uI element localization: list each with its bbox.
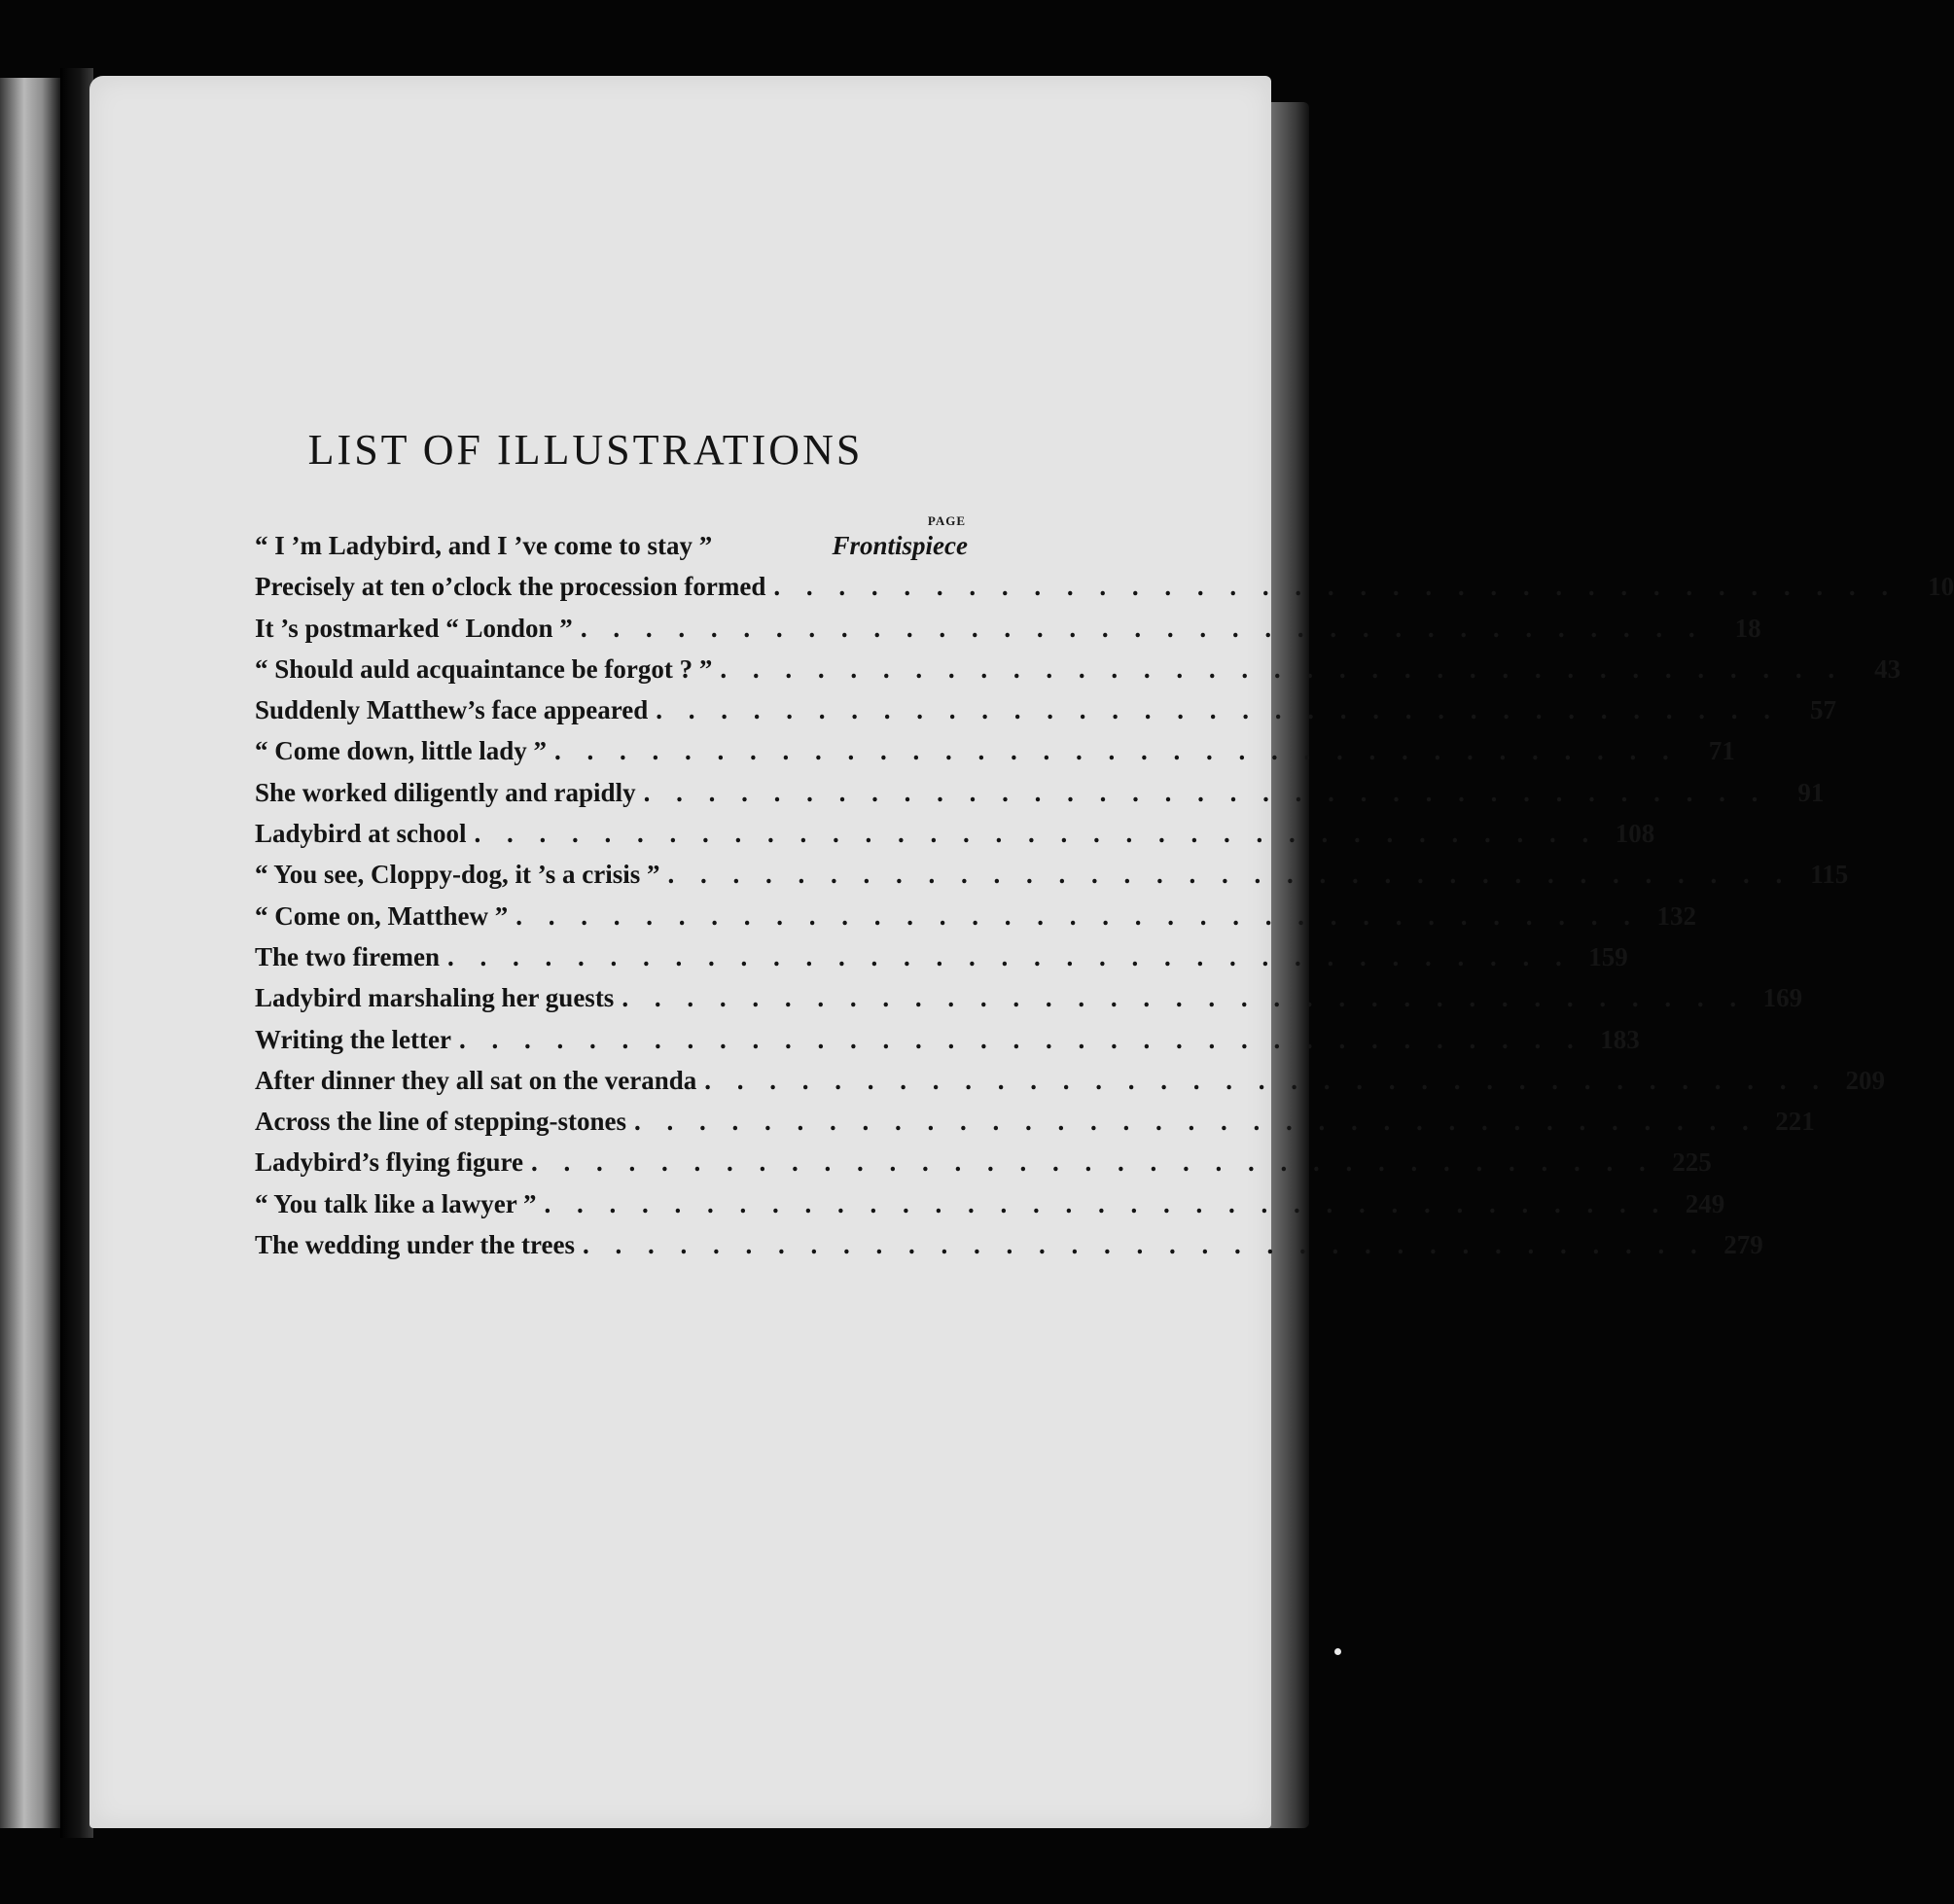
entry-caption: Across the line of stepping-stones <box>255 1107 627 1137</box>
entry-caption: “ I ’m Ladybird, and I ’ve come to stay ” <box>255 531 713 560</box>
dot-leader: . . . . . . . . . . . . . . . . . . . . . . . . . . . . . . . . . . . <box>446 941 1572 971</box>
dot-leader: . . . . . . . . . . . . . . . . . . . . . . . . . . . . . . . . . . . <box>583 1230 1707 1260</box>
dot-leader: . . . . . . . . . . . . . . . . . . . . . . . . . . . . . . . . . . . <box>622 983 1747 1013</box>
dot-leader: . . . . . . . . . . . . . . . . . . . . . . . . . . . . . . . . . . . <box>580 613 1705 643</box>
entry-page: 183 <box>1600 1024 1640 1054</box>
paper-speck <box>1334 1648 1341 1655</box>
list-item <box>255 736 1735 777</box>
list-item <box>255 941 1628 983</box>
dot-leader: . . . . . . . . . . . . . . . . . . . . . . . . . . . . . . . . . . . <box>720 653 1845 684</box>
list-item <box>255 1147 1712 1188</box>
dot-leader: . . . . . . . . . . . . . . . . . . . . . . . . . . . . . . . . . . . <box>531 1147 1655 1178</box>
entry-page: 249 <box>1685 1188 1725 1218</box>
entry-caption: “ You talk like a lawyer ” <box>255 1188 537 1218</box>
entry-page: 10 <box>1928 572 1954 602</box>
entry-page: Frontispiece <box>832 531 968 560</box>
list-item <box>255 1024 1640 1066</box>
list-item <box>255 1188 1725 1230</box>
entry-page: 91 <box>1797 777 1825 807</box>
list-item <box>255 613 1761 654</box>
entry-page: 18 <box>1734 613 1761 643</box>
entry-caption: Ladybird marshaling her guests <box>255 983 615 1013</box>
entry-page: 132 <box>1656 900 1696 931</box>
list-item <box>255 572 1954 613</box>
illustrations-list <box>255 531 1954 1271</box>
entry-caption: It ’s postmarked “ London ” <box>255 613 573 643</box>
dot-leader: . . . . . . . . . . . . . . . . . . . . . . . . . . . . . . . . . . . <box>458 1024 1583 1054</box>
entry-caption: “ Come on, Matthew ” <box>255 900 509 931</box>
entry-page: 221 <box>1775 1107 1815 1137</box>
list-item <box>255 900 1696 942</box>
list-item <box>255 860 1849 900</box>
entry-caption: Suddenly Matthew’s face appeared <box>255 695 649 725</box>
entry-caption: Ladybird’s flying figure <box>255 1147 524 1178</box>
dot-leader: . . . . . . . . . . . . . . . . . . . . . . . . . . . . . . . . . . . <box>704 1065 1829 1095</box>
entry-page: 169 <box>1762 983 1803 1013</box>
list-item <box>255 653 1901 695</box>
entry-page: 108 <box>1615 819 1655 849</box>
entry-page: 159 <box>1588 941 1628 971</box>
book-spine <box>60 68 93 1838</box>
dot-leader: . . . . . . . . . . . . . . . . . . . . . . . . . . . . . . . . . . . <box>634 1107 1759 1137</box>
entry-caption: She worked diligently and rapidly <box>255 777 636 807</box>
list-item <box>255 1065 1885 1107</box>
entry-page: 209 <box>1845 1065 1885 1095</box>
list-item <box>255 983 1803 1024</box>
dot-leader: . . . . . . . . . . . . . . . . . . . . . . . . . . . . . . . . . . . <box>554 736 1679 766</box>
list-item <box>255 531 968 572</box>
list-item <box>255 819 1655 860</box>
dot-leader: . . . . . . . . . . . . . . . . . . . . . . . . . . . . . . . . . . . <box>667 860 1793 890</box>
list-item <box>255 695 1836 736</box>
page-column-label: PAGE <box>927 513 966 528</box>
entry-caption: Precisely at ten o’clock the procession formed <box>255 572 766 602</box>
dot-leader: . . . . . . . . . . . . . . . . . . . . . . . . . . . . . . . . . . . <box>544 1188 1669 1218</box>
list-item <box>255 1107 1815 1147</box>
entry-caption: Ladybird at school <box>255 819 467 849</box>
entry-page: 225 <box>1672 1147 1712 1178</box>
entry-caption: “ You see, Cloppy-dog, it ’s a crisis ” <box>255 860 660 890</box>
entry-page: 279 <box>1723 1230 1763 1260</box>
page-title: LIST OF ILLUSTRATIONS <box>307 426 864 474</box>
dot-leader: . . . . . . . . . . . . . . . . . . . . . . . . . . . . . . . . . . . <box>515 900 1640 931</box>
left-page-edge <box>0 78 60 1828</box>
dot-leader: . . . . . . . . . . . . . . . . . . . . . . . . . . . . . . . . . . . <box>643 777 1768 807</box>
dot-leader: . . . . . . . . . . . . . . . . . . . . . . . . . . . . . . . . . . . <box>474 819 1599 849</box>
entry-caption: After dinner they all sat on the veranda <box>255 1065 697 1095</box>
dot-leader: . . . . . . . . . . . . . . . . . . . . . . . . . . . . . . . . . . . <box>773 572 1899 602</box>
entry-page: 57 <box>1810 695 1836 725</box>
entry-caption: Writing the letter <box>255 1024 451 1054</box>
entry-caption: The wedding under the trees <box>255 1230 576 1260</box>
entry-caption: “ Should auld acquaintance be forgot ? ” <box>255 653 713 684</box>
dot-leader: . . . . . . . . . . . . . . . . . . . . . . . . . . . . . . . . . . . <box>656 695 1780 725</box>
entry-page: 43 <box>1874 653 1901 684</box>
entry-caption: The two firemen <box>255 941 440 971</box>
list-item <box>255 1230 1763 1271</box>
entry-caption: “ Come down, little lady ” <box>255 736 547 766</box>
entry-page: 71 <box>1708 736 1735 766</box>
list-item <box>255 777 1825 819</box>
entry-page: 115 <box>1810 860 1849 890</box>
